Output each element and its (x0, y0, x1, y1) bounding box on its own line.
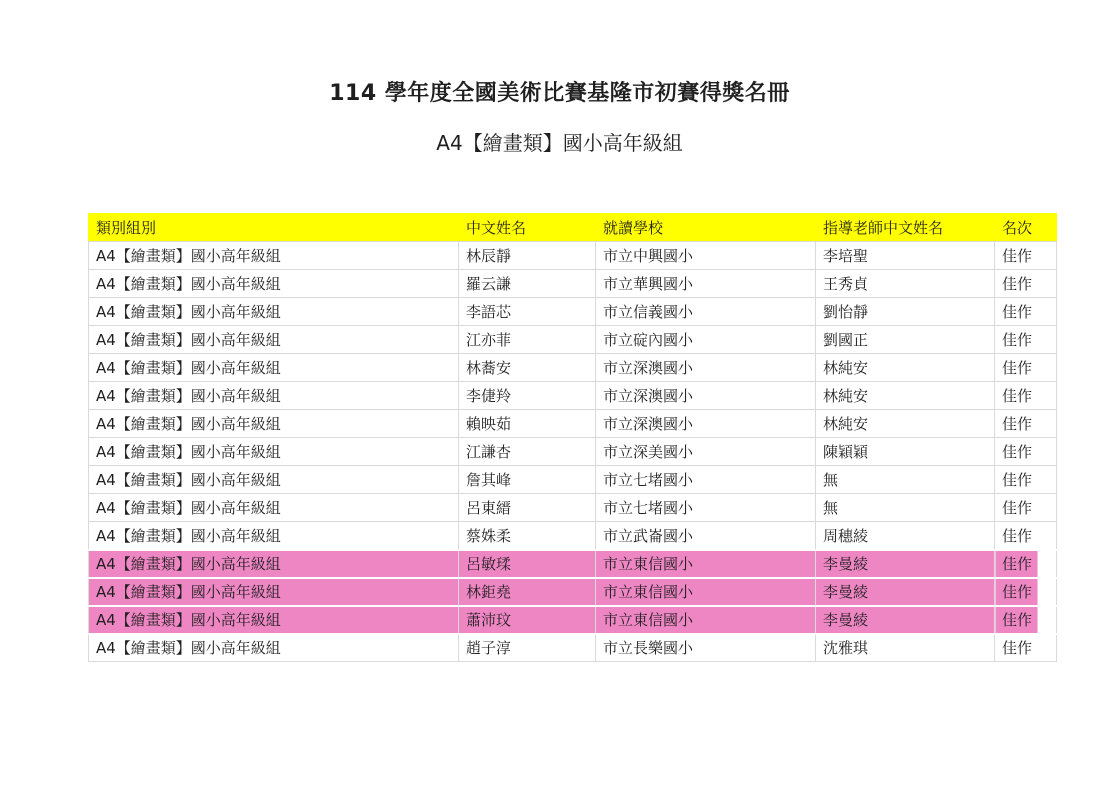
cell-name: 呂敏瑈 (459, 550, 596, 578)
cell-name: 江亦菲 (459, 326, 596, 354)
cell-name: 江謙杏 (459, 438, 596, 466)
cell-name: 林鉅堯 (459, 578, 596, 606)
table-row (89, 410, 1057, 438)
table-row (89, 326, 1057, 354)
cell-award: 佳作 (995, 578, 1057, 606)
cell-school: 市立中興國小 (596, 242, 816, 270)
cell-teacher: 李曼綾 (816, 578, 995, 606)
cell-name: 蔡姝柔 (459, 522, 596, 550)
page-subtitle: A4【繪畫類】國小高年級組 (436, 131, 683, 155)
cell-category: A4【繪畫類】國小高年級組 (89, 298, 459, 326)
cell-teacher: 劉國正 (816, 326, 995, 354)
cell-award: 佳作 (995, 494, 1057, 522)
cell-category: A4【繪畫類】國小高年級組 (89, 606, 459, 634)
cell-school: 市立東信國小 (596, 578, 816, 606)
table-row (89, 298, 1057, 326)
table-row (89, 438, 1057, 466)
column-header-teacher: 指導老師中文姓名 (816, 214, 995, 242)
cell-school: 市立深澳國小 (596, 354, 816, 382)
cell-award: 佳作 (995, 634, 1057, 662)
cell-name: 林蕎安 (459, 354, 596, 382)
cell-award: 佳作 (995, 550, 1057, 578)
table-row (89, 354, 1057, 382)
cell-name: 趙子淳 (459, 634, 596, 662)
cell-name: 呂東縉 (459, 494, 596, 522)
cell-category: A4【繪畫類】國小高年級組 (89, 382, 459, 410)
cell-teacher: 林純安 (816, 382, 995, 410)
cell-teacher: 劉怡靜 (816, 298, 995, 326)
cell-teacher: 陳穎穎 (816, 438, 995, 466)
column-header-school: 就讀學校 (596, 214, 816, 242)
cell-teacher: 無 (816, 466, 995, 494)
cell-category: A4【繪畫類】國小高年級組 (89, 438, 459, 466)
awards-table-container (88, 213, 1057, 662)
cell-category: A4【繪畫類】國小高年級組 (89, 410, 459, 438)
cell-category: A4【繪畫類】國小高年級組 (89, 354, 459, 382)
table-row (89, 550, 1057, 578)
cell-name: 蕭沛玟 (459, 606, 596, 634)
cell-award: 佳作 (995, 410, 1057, 438)
cell-category: A4【繪畫類】國小高年級組 (89, 494, 459, 522)
cell-teacher: 林純安 (816, 354, 995, 382)
table-row (89, 634, 1057, 662)
column-header-name: 中文姓名 (459, 214, 596, 242)
cell-award: 佳作 (995, 606, 1057, 634)
cell-name: 詹其峰 (459, 466, 596, 494)
cell-school: 市立長樂國小 (596, 634, 816, 662)
cell-award: 佳作 (995, 466, 1057, 494)
table-row (89, 242, 1057, 270)
cell-school: 市立東信國小 (596, 550, 816, 578)
cell-teacher: 李曼綾 (816, 550, 995, 578)
cell-teacher: 李培聖 (816, 242, 995, 270)
cell-award: 佳作 (995, 326, 1057, 354)
cell-category: A4【繪畫類】國小高年級組 (89, 466, 459, 494)
cell-name: 羅云謙 (459, 270, 596, 298)
table-row (89, 466, 1057, 494)
cell-school: 市立七堵國小 (596, 466, 816, 494)
cell-teacher: 林純安 (816, 410, 995, 438)
cell-teacher: 周穗綾 (816, 522, 995, 550)
cell-award: 佳作 (995, 382, 1057, 410)
cell-category: A4【繪畫類】國小高年級組 (89, 242, 459, 270)
cell-award: 佳作 (995, 438, 1057, 466)
cell-award: 佳作 (995, 242, 1057, 270)
table-row (89, 270, 1057, 298)
cell-school: 市立深美國小 (596, 438, 816, 466)
cell-school: 市立東信國小 (596, 606, 816, 634)
cell-teacher: 王秀貞 (816, 270, 995, 298)
cell-school: 市立信義國小 (596, 298, 816, 326)
cell-category: A4【繪畫類】國小高年級組 (89, 634, 459, 662)
cell-name: 李語芯 (459, 298, 596, 326)
cell-teacher: 李曼綾 (816, 606, 995, 634)
cell-category: A4【繪畫類】國小高年級組 (89, 550, 459, 578)
column-header-award: 名次 (995, 214, 1057, 242)
cell-school: 市立華興國小 (596, 270, 816, 298)
awards-table (88, 213, 1057, 662)
table-row (89, 494, 1057, 522)
cell-name: 林辰靜 (459, 242, 596, 270)
table-row (89, 578, 1057, 606)
table-row (89, 382, 1057, 410)
cell-category: A4【繪畫類】國小高年級組 (89, 326, 459, 354)
cell-teacher: 無 (816, 494, 995, 522)
cell-name: 賴映茹 (459, 410, 596, 438)
cell-category: A4【繪畫類】國小高年級組 (89, 578, 459, 606)
table-body (89, 242, 1057, 662)
header-row (89, 214, 1057, 242)
cell-school: 市立七堵國小 (596, 494, 816, 522)
cell-school: 市立碇內國小 (596, 326, 816, 354)
cell-category: A4【繪畫類】國小高年級組 (89, 522, 459, 550)
cell-school: 市立深澳國小 (596, 382, 816, 410)
cell-teacher: 沈雅琪 (816, 634, 995, 662)
table-row (89, 606, 1057, 634)
column-header-category: 類別組別 (89, 214, 459, 242)
cell-award: 佳作 (995, 298, 1057, 326)
cell-award: 佳作 (995, 270, 1057, 298)
page-title: 114 學年度全國美術比賽基隆市初賽得獎名冊 (329, 81, 790, 106)
cell-school: 市立深澳國小 (596, 410, 816, 438)
cell-award: 佳作 (995, 522, 1057, 550)
cell-category: A4【繪畫類】國小高年級組 (89, 270, 459, 298)
cell-name: 李倢羚 (459, 382, 596, 410)
cell-school: 市立武崙國小 (596, 522, 816, 550)
table-row (89, 522, 1057, 550)
cell-award: 佳作 (995, 354, 1057, 382)
